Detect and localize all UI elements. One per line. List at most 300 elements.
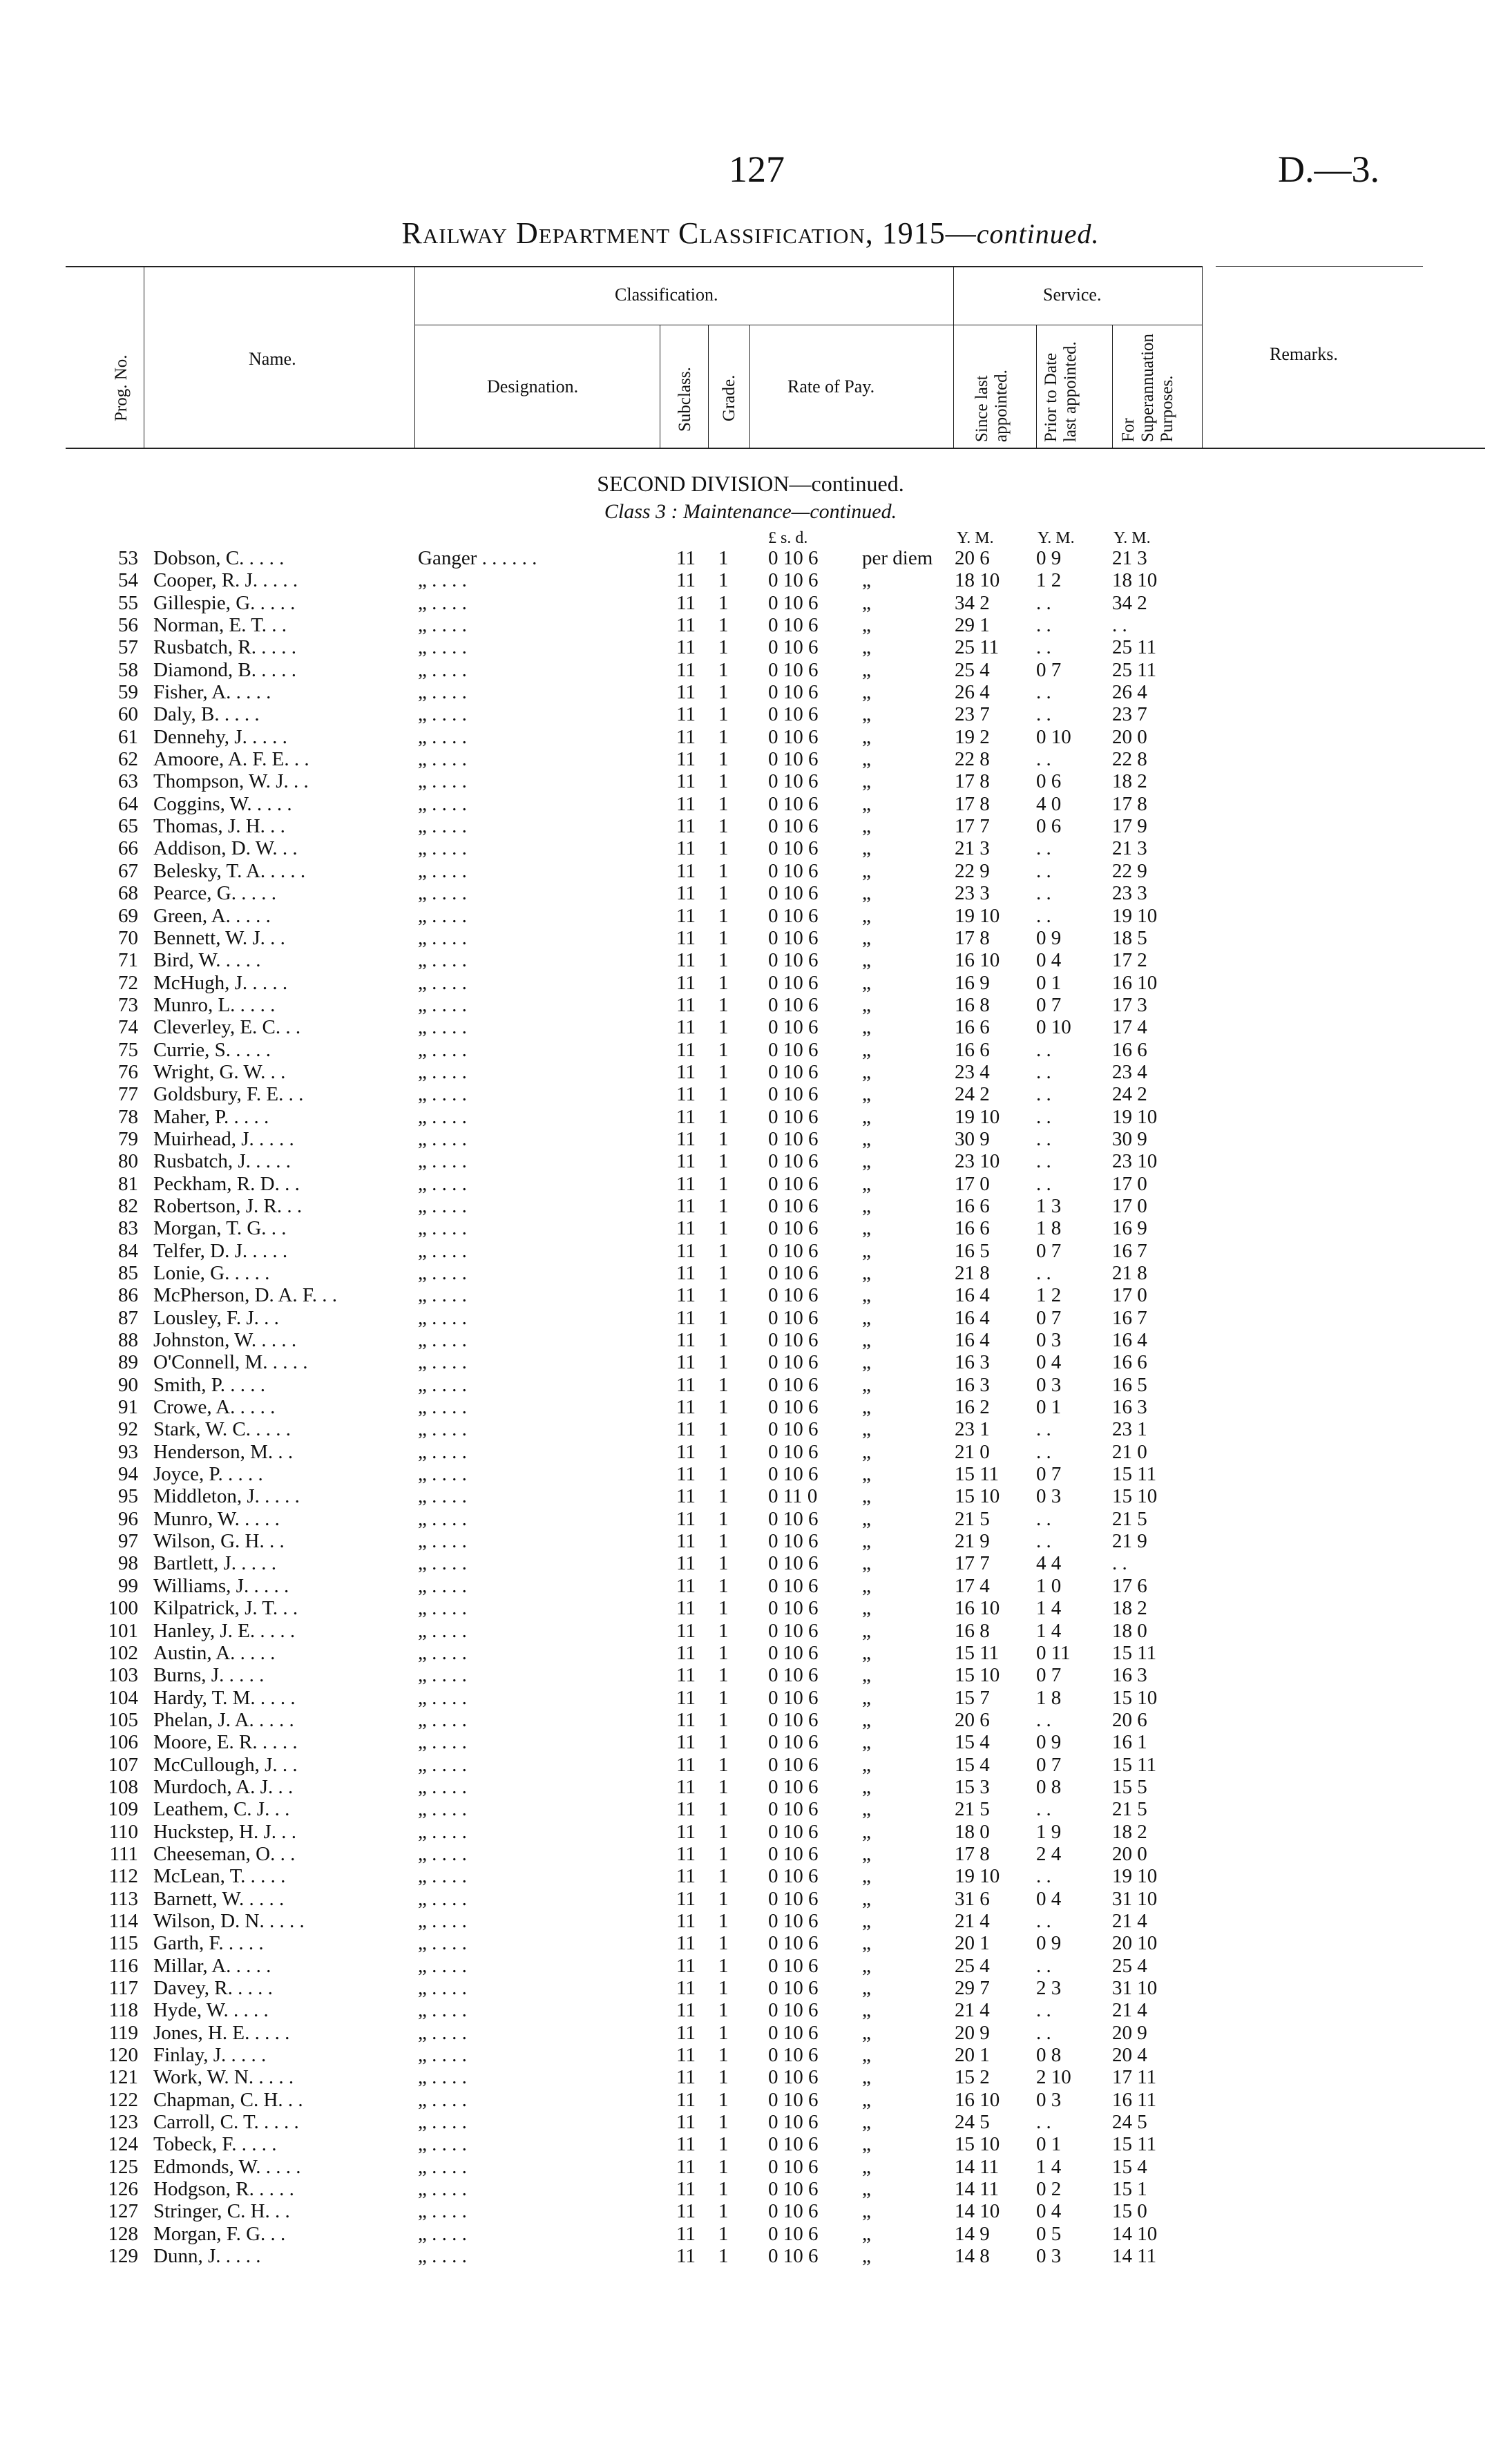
- subclass-cell: 11: [676, 971, 696, 994]
- superannuation-cell: 17 2: [1112, 949, 1147, 972]
- prior-to-cell: . .: [1036, 1150, 1051, 1173]
- grade-cell: 1: [718, 1775, 729, 1798]
- subclass-cell: 11: [676, 1775, 696, 1798]
- ym-prior: Y. M.: [1038, 529, 1075, 547]
- subclass-cell: 11: [676, 1842, 696, 1865]
- prog-no-cell: 92: [118, 1418, 138, 1441]
- designation-cell: „ . . . .: [418, 569, 467, 592]
- prog-no-cell: 84: [118, 1239, 138, 1262]
- grade-cell: 1: [718, 1239, 729, 1262]
- since-last-cell: 17 8: [955, 926, 990, 949]
- table-row: [0, 2111, 1501, 2133]
- table-row: [0, 860, 1501, 882]
- name-cell: Stringer, C. H. . .: [153, 2200, 290, 2223]
- superannuation-cell: 23 1: [1112, 1418, 1147, 1441]
- prior-to-cell: . .: [1036, 703, 1051, 726]
- rate-cell: 0 10 6: [768, 859, 819, 882]
- header-service: Service.: [1043, 285, 1102, 305]
- name-cell: Wilson, G. H. . .: [153, 1530, 285, 1553]
- rate-cell: 0 10 6: [768, 770, 819, 793]
- superannuation-cell: 15 11: [1112, 1463, 1157, 1486]
- rate-cell: 0 10 6: [768, 1418, 819, 1441]
- name-cell: Dennehy, J. . . . .: [153, 725, 287, 748]
- prior-to-cell: 2 10: [1036, 2066, 1071, 2089]
- subclass-cell: 11: [676, 2044, 696, 2067]
- rate-cell: 0 10 6: [768, 1932, 819, 1955]
- prog-no-cell: 70: [118, 926, 138, 949]
- since-last-cell: 19 10: [955, 904, 1000, 927]
- prior-to-cell: . .: [1036, 1038, 1051, 1061]
- per-diem-cell: „: [862, 926, 871, 949]
- since-last-cell: 26 4: [955, 681, 990, 704]
- since-last-cell: 17 0: [955, 1172, 990, 1195]
- superannuation-cell: 31 10: [1112, 1887, 1158, 1910]
- table-row: [0, 1195, 1501, 1217]
- superannuation-cell: 24 5: [1112, 2111, 1147, 2134]
- subclass-cell: 11: [676, 636, 696, 659]
- rate-cell: 0 10 6: [768, 904, 819, 927]
- table-row: [0, 569, 1501, 591]
- since-last-cell: 16 10: [955, 1597, 1000, 1620]
- prog-no-cell: 54: [118, 569, 138, 592]
- subclass-cell: 11: [676, 1641, 696, 1664]
- rate-cell: 0 10 6: [768, 2222, 819, 2245]
- superannuation-cell: . .: [1112, 1552, 1127, 1575]
- subclass-cell: 11: [676, 1105, 696, 1128]
- per-diem-cell: „: [862, 837, 871, 860]
- per-diem-cell: „: [862, 591, 871, 614]
- prior-to-cell: 0 9: [1036, 1932, 1062, 1955]
- per-diem-cell: „: [862, 1016, 871, 1039]
- prog-no-cell: 112: [108, 1865, 138, 1888]
- name-cell: Phelan, J. A. . . . .: [153, 1708, 294, 1731]
- grade-cell: 1: [718, 2200, 729, 2223]
- since-last-cell: 16 6: [955, 1194, 990, 1217]
- superannuation-cell: 18 2: [1112, 1820, 1147, 1843]
- vline-5: [749, 325, 750, 448]
- prior-to-cell: . .: [1036, 681, 1051, 704]
- rate-cell: 0 10 6: [768, 1060, 819, 1083]
- rate-cell: 0 10 6: [768, 1507, 819, 1530]
- prior-to-cell: 0 3: [1036, 1329, 1062, 1352]
- vline-6: [953, 266, 954, 448]
- subclass-cell: 11: [676, 1753, 696, 1776]
- grade-cell: 1: [718, 1262, 729, 1284]
- table-row: [0, 1329, 1501, 1351]
- superannuation-cell: 20 10: [1112, 1932, 1158, 1955]
- subclass-cell: 11: [676, 1239, 696, 1262]
- name-cell: Telfer, D. J. . . . .: [153, 1239, 288, 1262]
- since-last-cell: 15 2: [955, 2066, 990, 2089]
- subclass-cell: 11: [676, 1798, 696, 1821]
- per-diem-cell: „: [862, 1507, 871, 1530]
- since-last-cell: 16 8: [955, 1619, 990, 1642]
- superannuation-cell: 26 4: [1112, 681, 1147, 704]
- designation-cell: „ . . . .: [418, 1440, 467, 1463]
- table-row: [0, 1016, 1501, 1038]
- per-diem-cell: „: [862, 1418, 871, 1441]
- table-row: [0, 770, 1501, 792]
- currency-units: £ s. d.: [768, 529, 808, 547]
- rate-cell: 0 10 6: [768, 1574, 819, 1597]
- since-last-cell: 20 1: [955, 1932, 990, 1955]
- header-since-last: Since last appointed.: [973, 370, 1011, 442]
- subclass-cell: 11: [676, 1194, 696, 1217]
- table-row: [0, 1709, 1501, 1731]
- designation-cell: „ . . . .: [418, 1552, 467, 1575]
- grade-cell: 1: [718, 1373, 729, 1396]
- subclass-cell: 11: [676, 1932, 696, 1955]
- designation-cell: „ . . . .: [418, 1954, 467, 1977]
- rate-cell: 0 10 6: [768, 1105, 819, 1128]
- subclass-cell: 11: [676, 1418, 696, 1441]
- per-diem-cell: „: [862, 1284, 871, 1307]
- rate-cell: 0 10 6: [768, 1083, 819, 1106]
- per-diem-cell: „: [862, 1909, 871, 1932]
- designation-cell: „ . . . .: [418, 792, 467, 815]
- since-last-cell: 16 4: [955, 1306, 990, 1329]
- rate-cell: 0 10 6: [768, 815, 819, 838]
- since-last-cell: 15 11: [955, 1641, 1000, 1664]
- designation-cell: „ . . . .: [418, 1083, 467, 1106]
- name-cell: Norman, E. T. . .: [153, 614, 287, 637]
- per-diem-cell: „: [862, 1150, 871, 1173]
- subclass-cell: 11: [676, 1552, 696, 1575]
- since-last-cell: 29 7: [955, 1977, 990, 1999]
- since-last-cell: 16 10: [955, 949, 1000, 972]
- prior-to-cell: 0 8: [1036, 2044, 1062, 2067]
- name-cell: Cheeseman, O. . .: [153, 1842, 296, 1865]
- name-cell: Thomas, J. H. . .: [153, 815, 285, 838]
- grade-cell: 1: [718, 1977, 729, 1999]
- name-cell: Morgan, T. G. . .: [153, 1217, 287, 1240]
- designation-cell: „ . . . .: [418, 1932, 467, 1955]
- per-diem-cell: „: [862, 1239, 871, 1262]
- superannuation-cell: 21 5: [1112, 1798, 1147, 1821]
- designation-cell: „ . . . .: [418, 1038, 467, 1061]
- rate-cell: 0 10 6: [768, 1150, 819, 1173]
- per-diem-cell: „: [862, 1172, 871, 1195]
- grade-cell: 1: [718, 1842, 729, 1865]
- per-diem-cell: „: [862, 1038, 871, 1061]
- superannuation-cell: 15 11: [1112, 1753, 1157, 1776]
- name-cell: Middleton, J. . . . .: [153, 1485, 300, 1508]
- grade-cell: 1: [718, 1284, 729, 1307]
- designation-cell: „ . . . .: [418, 1396, 467, 1419]
- designation-cell: „ . . . .: [418, 2245, 467, 2268]
- superannuation-cell: 14 11: [1112, 2245, 1157, 2268]
- subclass-cell: 11: [676, 1127, 696, 1150]
- per-diem-cell: „: [862, 949, 871, 972]
- subclass-cell: 11: [676, 2133, 696, 2156]
- prog-no-cell: 73: [118, 993, 138, 1016]
- prog-no-cell: 104: [108, 1686, 138, 1709]
- grade-cell: 1: [718, 614, 729, 637]
- designation-cell: „ . . . .: [418, 2021, 467, 2044]
- per-diem-cell: „: [862, 792, 871, 815]
- ym-super: Y. M.: [1113, 529, 1151, 547]
- classification-table-body: [0, 547, 1501, 2267]
- prog-no-cell: 72: [118, 971, 138, 994]
- rate-cell: 0 10 6: [768, 1373, 819, 1396]
- per-diem-cell: „: [862, 1351, 871, 1374]
- designation-cell: „ . . . .: [418, 859, 467, 882]
- rate-cell: 0 10 6: [768, 2111, 819, 2134]
- superannuation-cell: 23 3: [1112, 882, 1147, 905]
- rate-cell: 0 10 6: [768, 1641, 819, 1664]
- superannuation-cell: 25 11: [1112, 636, 1157, 659]
- grade-cell: 1: [718, 971, 729, 994]
- prog-no-cell: 66: [118, 837, 138, 860]
- since-last-cell: 18 10: [955, 569, 1000, 592]
- name-cell: Peckham, R. D. . .: [153, 1172, 300, 1195]
- per-diem-cell: „: [862, 1664, 871, 1687]
- superannuation-cell: 16 1: [1112, 1731, 1147, 1754]
- superannuation-cell: 18 0: [1112, 1619, 1147, 1642]
- per-diem-cell: „: [862, 1217, 871, 1240]
- table-row: [0, 882, 1501, 904]
- grade-cell: 1: [718, 569, 729, 592]
- rate-cell: 0 10 6: [768, 569, 819, 592]
- header-prior-to: Prior to Date last appointed.: [1042, 341, 1080, 442]
- prog-no-cell: 123: [108, 2111, 138, 2134]
- designation-cell: „ . . . .: [418, 1798, 467, 1821]
- per-diem-cell: „: [862, 770, 871, 793]
- rate-cell: 0 10 6: [768, 1552, 819, 1575]
- designation-cell: „ . . . .: [418, 2222, 467, 2245]
- subclass-cell: 11: [676, 2245, 696, 2268]
- rate-cell: 0 10 6: [768, 1396, 819, 1419]
- superannuation-cell: 25 4: [1112, 1954, 1147, 1977]
- rate-cell: 0 10 6: [768, 1172, 819, 1195]
- table-row: [0, 1687, 1501, 1709]
- since-last-cell: 21 5: [955, 1507, 990, 1530]
- table-row: [0, 614, 1501, 636]
- grade-cell: 1: [718, 1396, 729, 1419]
- since-last-cell: 23 10: [955, 1150, 1000, 1173]
- since-last-cell: 21 4: [955, 1999, 990, 2022]
- per-diem-cell: „: [862, 1396, 871, 1419]
- designation-cell: „ . . . .: [418, 1418, 467, 1441]
- grade-cell: 1: [718, 859, 729, 882]
- table-row: [0, 703, 1501, 725]
- table-row: [0, 547, 1501, 569]
- superannuation-cell: 16 7: [1112, 1306, 1147, 1329]
- rate-cell: 0 10 6: [768, 1977, 819, 1999]
- prior-to-cell: 0 8: [1036, 1775, 1062, 1798]
- prog-no-cell: 98: [118, 1552, 138, 1575]
- prog-no-cell: 100: [108, 1597, 138, 1620]
- name-cell: Bird, W. . . . .: [153, 949, 261, 972]
- since-last-cell: 15 11: [955, 1463, 1000, 1486]
- per-diem-cell: „: [862, 2222, 871, 2245]
- prior-to-cell: . .: [1036, 2111, 1051, 2134]
- grade-cell: 1: [718, 547, 729, 569]
- prog-no-cell: 67: [118, 859, 138, 882]
- prior-to-cell: . .: [1036, 1418, 1051, 1441]
- table-row: [0, 949, 1501, 971]
- designation-cell: „ . . . .: [418, 1775, 467, 1798]
- subclass-cell: 11: [676, 748, 696, 771]
- grade-cell: 1: [718, 904, 729, 927]
- prior-to-cell: . .: [1036, 1507, 1051, 1530]
- superannuation-cell: 22 9: [1112, 859, 1147, 882]
- subclass-cell: 11: [676, 2200, 696, 2223]
- grade-cell: 1: [718, 591, 729, 614]
- rate-cell: 0 10 6: [768, 1440, 819, 1463]
- grade-cell: 1: [718, 926, 729, 949]
- rate-cell: 0 10 6: [768, 2133, 819, 2156]
- per-diem-cell: „: [862, 1887, 871, 1910]
- per-diem-cell: „: [862, 1552, 871, 1575]
- table-row: [0, 837, 1501, 859]
- superannuation-cell: 20 0: [1112, 1842, 1147, 1865]
- superannuation-cell: 16 6: [1112, 1038, 1147, 1061]
- rate-cell: 0 10 6: [768, 1217, 819, 1240]
- per-diem-cell: „: [862, 971, 871, 994]
- grade-cell: 1: [718, 658, 729, 681]
- prog-no-cell: 65: [118, 815, 138, 838]
- per-diem-cell: „: [862, 614, 871, 637]
- designation-cell: „ . . . .: [418, 1194, 467, 1217]
- grade-cell: 1: [718, 1105, 729, 1128]
- prog-no-cell: 71: [118, 949, 138, 972]
- rate-cell: 0 10 6: [768, 2155, 819, 2178]
- grade-cell: 1: [718, 1619, 729, 1642]
- subclass-cell: 11: [676, 1083, 696, 1106]
- prior-to-cell: . .: [1036, 1105, 1051, 1128]
- prior-to-cell: . .: [1036, 1798, 1051, 1821]
- name-cell: Cleverley, E. C. . .: [153, 1016, 301, 1039]
- per-diem-cell: „: [862, 2111, 871, 2134]
- table-row: [0, 905, 1501, 927]
- grade-cell: 1: [718, 1552, 729, 1575]
- designation-cell: „ . . . .: [418, 1574, 467, 1597]
- subclass-cell: 11: [676, 703, 696, 726]
- superannuation-cell: 19 10: [1112, 904, 1158, 927]
- per-diem-cell: „: [862, 993, 871, 1016]
- subclass-cell: 11: [676, 1016, 696, 1039]
- subclass-cell: 11: [676, 1373, 696, 1396]
- since-last-cell: 14 11: [955, 2178, 1000, 2201]
- subclass-cell: 11: [676, 1262, 696, 1284]
- designation-cell: „ . . . .: [418, 1664, 467, 1687]
- header-rate-of-pay: Rate of Pay.: [787, 376, 875, 397]
- header-remarks: Remarks.: [1270, 344, 1338, 364]
- rate-cell: 0 10 6: [768, 792, 819, 815]
- table-row: [0, 636, 1501, 658]
- prior-to-cell: 0 3: [1036, 2245, 1062, 2268]
- subclass-cell: 11: [676, 1597, 696, 1620]
- name-cell: McCullough, J. . .: [153, 1753, 298, 1776]
- table-row: [0, 994, 1501, 1016]
- since-last-cell: 16 10: [955, 2088, 1000, 2111]
- prog-no-cell: 86: [118, 1284, 138, 1307]
- prior-to-cell: 0 3: [1036, 2088, 1062, 2111]
- since-last-cell: 16 4: [955, 1284, 990, 1307]
- since-last-cell: 21 5: [955, 1798, 990, 1821]
- name-cell: Rusbatch, R. . . . .: [153, 636, 297, 659]
- rate-cell: 0 10 6: [768, 1820, 819, 1843]
- subclass-cell: 11: [676, 882, 696, 905]
- prior-to-cell: . .: [1036, 1440, 1051, 1463]
- name-cell: McLean, T. . . . .: [153, 1865, 286, 1888]
- since-last-cell: 16 6: [955, 1038, 990, 1061]
- superannuation-cell: 21 3: [1112, 837, 1147, 860]
- designation-cell: „ . . . .: [418, 949, 467, 972]
- superannuation-cell: 23 7: [1112, 703, 1147, 726]
- prog-no-cell: 76: [118, 1060, 138, 1083]
- table-row: [0, 1463, 1501, 1485]
- prog-no-cell: 118: [108, 1999, 138, 2022]
- per-diem-cell: „: [862, 1820, 871, 1843]
- per-diem-cell: „: [862, 1597, 871, 1620]
- since-last-cell: 21 3: [955, 837, 990, 860]
- designation-cell: „ . . . .: [418, 1127, 467, 1150]
- grade-cell: 1: [718, 1731, 729, 1754]
- superannuation-cell: 17 0: [1112, 1284, 1147, 1307]
- prior-to-cell: 0 7: [1036, 1463, 1062, 1486]
- prog-no-cell: 125: [108, 2155, 138, 2178]
- per-diem-cell: „: [862, 815, 871, 838]
- name-cell: Hanley, J. E. . . . .: [153, 1619, 296, 1642]
- since-last-cell: 15 10: [955, 2133, 1000, 2156]
- name-cell: Robertson, J. R. . .: [153, 1194, 303, 1217]
- name-cell: Fisher, A. . . . .: [153, 681, 271, 704]
- rate-cell: 0 10 6: [768, 1664, 819, 1687]
- subclass-cell: 11: [676, 1977, 696, 1999]
- table-row: [0, 1865, 1501, 1887]
- rate-cell: 0 10 6: [768, 971, 819, 994]
- per-diem-cell: „: [862, 1865, 871, 1888]
- per-diem-cell: „: [862, 1842, 871, 1865]
- per-diem-cell: „: [862, 703, 871, 726]
- subclass-cell: 11: [676, 1731, 696, 1754]
- since-last-cell: 15 10: [955, 1485, 1000, 1508]
- superannuation-cell: 15 0: [1112, 2200, 1147, 2223]
- rate-cell: 0 10 6: [768, 1351, 819, 1374]
- prog-no-cell: 96: [118, 1507, 138, 1530]
- rate-cell: 0 10 6: [768, 547, 819, 569]
- name-cell: Green, A. . . . .: [153, 904, 271, 927]
- name-cell: Dobson, C. . . . .: [153, 547, 285, 569]
- prog-no-cell: 91: [118, 1396, 138, 1419]
- prior-to-cell: 2 3: [1036, 1977, 1062, 1999]
- header-subclass: Subclass.: [676, 367, 694, 432]
- since-last-cell: 21 9: [955, 1530, 990, 1553]
- vline-8: [1112, 325, 1113, 448]
- since-last-cell: 16 3: [955, 1351, 990, 1374]
- table-row: [0, 2245, 1501, 2267]
- name-cell: Bennett, W. J. . .: [153, 926, 285, 949]
- rate-cell: 0 10 6: [768, 2200, 819, 2223]
- table-row: [0, 1821, 1501, 1843]
- grade-cell: 1: [718, 1016, 729, 1039]
- name-cell: Davey, R. . . . .: [153, 1977, 273, 1999]
- prior-to-cell: . .: [1036, 1954, 1051, 1977]
- since-last-cell: 20 9: [955, 2021, 990, 2044]
- subclass-cell: 11: [676, 547, 696, 569]
- subclass-cell: 11: [676, 792, 696, 815]
- prog-no-cell: 93: [118, 1440, 138, 1463]
- per-diem-cell: „: [862, 1932, 871, 1955]
- prior-to-cell: 0 3: [1036, 1373, 1062, 1396]
- prog-no-cell: 109: [108, 1798, 138, 1821]
- subclass-cell: 11: [676, 837, 696, 860]
- since-last-cell: 16 6: [955, 1217, 990, 1240]
- prior-to-cell: 0 1: [1036, 2133, 1062, 2156]
- rate-cell: 0 10 6: [768, 1619, 819, 1642]
